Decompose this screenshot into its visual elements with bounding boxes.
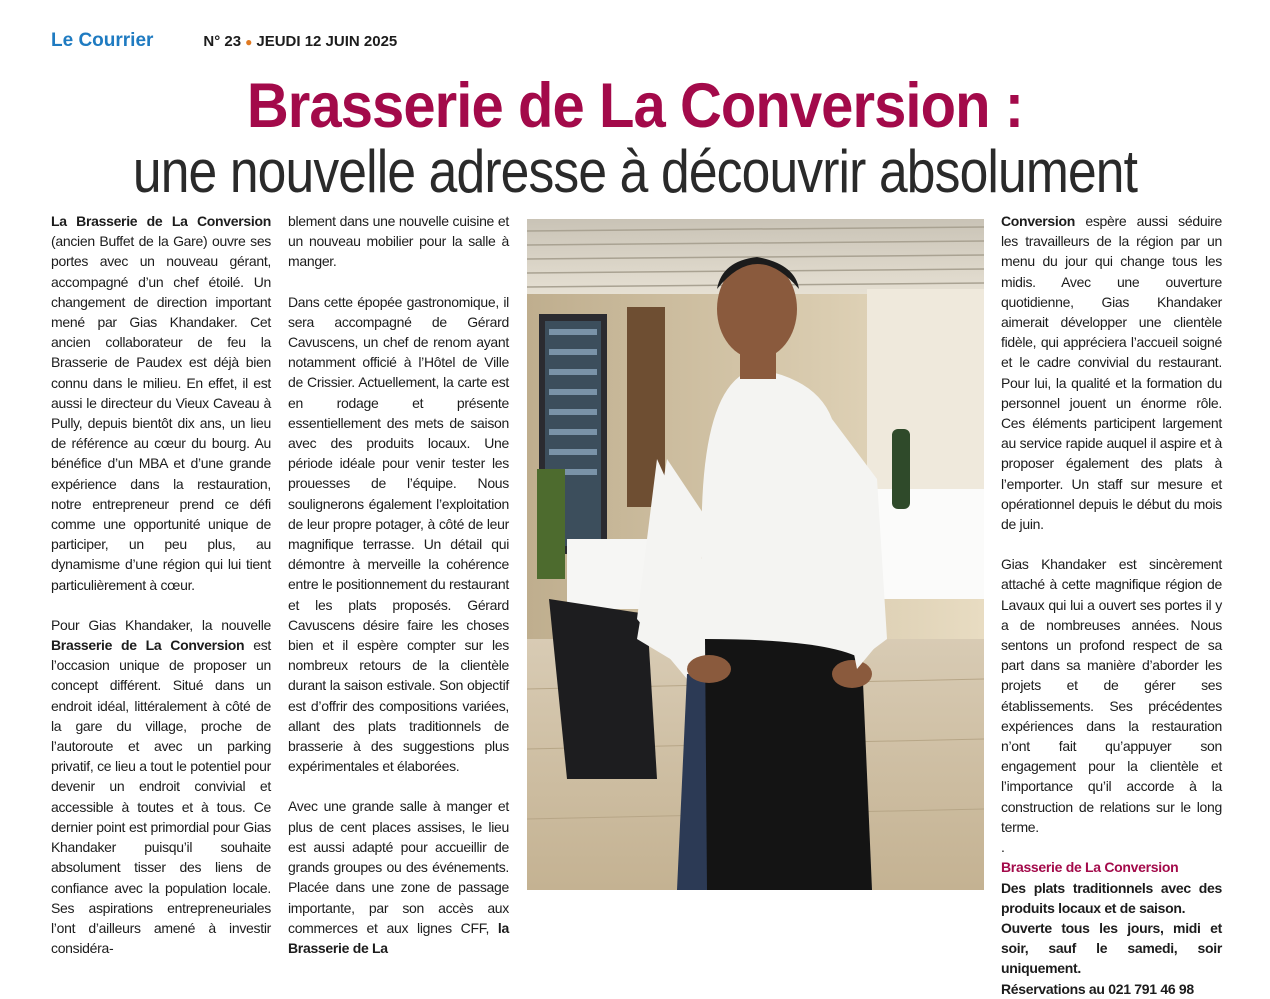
inline-bold: Conversion xyxy=(1001,213,1076,229)
paragraph-text: espère aussi séduire les travailleurs de la région par un menu du jour qui change tous les midis. Avec une ouverture quotidienne, Gias Khandaker aimerait développer une clientèle fidèle, qui appréciera l’accueil soigné et le cadre convivial du restaurant. Pour lui, la qualité et la formation du personnel jouent un énorme rôle. Ces éléments participent largement au service rapide auquel il aspire et à proposer également des plats à l’emporter. Un staff sur mesure et opérationnel depuis le début du mois de juin. xyxy=(1001,213,1222,533)
paper-name: Le Courrier xyxy=(51,30,154,51)
issue-date: JEUDI 12 JUIN 2025 xyxy=(256,33,398,50)
paragraph xyxy=(1001,211,1222,534)
paragraph xyxy=(51,211,271,595)
paragraph-text: Pour Gias Khandaker, la nouvelle xyxy=(51,616,271,633)
issue-number: N° 23 xyxy=(203,33,242,50)
article-column-1 xyxy=(51,211,271,978)
paragraph-text: Avec une grande salle à manger et plus de cent places assises, le lieu est aussi adapté pour accueillir de grands groupes ou des événements. Placée dans une zone de passage importante, par son accès aux commerces et aux lignes CFF, xyxy=(288,798,509,936)
paragraph-text: (ancien Buffet de la Gare) ouvre ses portes avec un nouveau gérant, accompagné d’un chef étoilé. Un changement de direction important mené par Gias Khandaker. Cet ancien collaborateur de feu la Brasserie de Paudex est déjà bien connu dans le milieu. En effet, il est aussi le directeur du Vieux Caveau à Pully, depuis bientôt dix ans, un lieu de référence au cœur du bourg. Au bénéfice d’un MBA et d’une grande expérience dans la restauration, notre entrepreneur prend ce défi comme une opportunité unique de participer, un peu plus, au dynamisme d’une région qui lui tient particulièrement à cœur. xyxy=(51,233,271,593)
restaurant-photo xyxy=(527,219,984,890)
info-box-title: Brasserie de La Conversion xyxy=(1001,859,1179,876)
subheadline: une nouvelle adresse à découvrir absolument xyxy=(132,138,1138,205)
paragraph xyxy=(51,615,271,958)
masthead xyxy=(51,30,397,56)
paragraph xyxy=(288,796,509,958)
article-column-2 xyxy=(288,211,509,978)
paragraph: Dans cette épopée gastronomique, il sera accompagné de Gérard Cavuscens, un chef de renom ayant notamment officié à l’Hôtel de Ville de Crissier. Actuellement, la carte est en rodage et présente essentiellement des mets de saison avec des produits locaux. Une période idéale pour venir tester les prouesses de l’équipe. Nous soulignerons également l’exploitation de leur propre potager, à côté de leur magnifique terrasse. Un détail qui démontre à merveille la cohérence entre le positionnement du restaurant et les plats proposés. Gérard Cavuscens désire faire les choses bien et il espère compter sur les nombreux retours de la clientèle durant la saison estivale. Son objectif est d’offrir des compositions variées, allant des plats traditionnels de brasserie à des suggestions plus expérimentales et élaborées. xyxy=(288,293,509,775)
paragraph-text: est l’occasion unique de proposer un concept différent. Situé dans un endroit idéal, littéralement à côté de la gare du village, proche de l’autoroute et avec un parking privatif, ce lieu a tout le potentiel pour devenir un endroit convivial et accessible à toutes et à tous. Ce dernier point est primordial pour Gias Khandaker puisqu’il souhaite absolument tisser des liens de confiance avec la population locale. Ses aspirations entrepreneuriales l’ont d’ailleurs amené à investir considéra- xyxy=(51,637,271,957)
inline-bold: la Brasserie de La xyxy=(288,919,509,956)
lead-bold: La Brasserie de La Conversion xyxy=(51,213,271,229)
info-box-line: Des plats traditionnels avec des produits locaux et de saison. xyxy=(1001,879,1222,916)
paragraph: blement dans une nouvelle cuisine et un nouveau mobilier pour la salle à manger. xyxy=(288,213,509,270)
info-box-line: Ouverte tous les jours, midi et soir, sauf le samedi, soir uniquement. xyxy=(1001,919,1222,977)
inline-bold: Brasserie de La Conversion xyxy=(51,637,245,654)
headline: Brasserie de La Conversion : xyxy=(246,71,1024,141)
paragraph: Gias Khandaker est sincèrement attaché à cette magnifique région de Lavaux qui lui a ouvert ses portes il y a de nombreuses années. Nous sentons un profond respect de sa part dans sa manière d’aborder les projets et de gérer ses établissements. Ses précédentes expériences dans la restauration n’ont fait qu’appuyer son engagement pour la clientèle et l’importance qu’il accorde à la construction de relations sur le long terme. xyxy=(1001,556,1222,835)
info-box-reservation: Réservations au 021 791 46 98 xyxy=(1001,980,1194,997)
separator-dot-icon: ● xyxy=(245,35,253,49)
article-column-4 xyxy=(1001,211,1222,999)
portrait-photo xyxy=(527,219,984,890)
separator-dot: . xyxy=(1001,839,1005,856)
